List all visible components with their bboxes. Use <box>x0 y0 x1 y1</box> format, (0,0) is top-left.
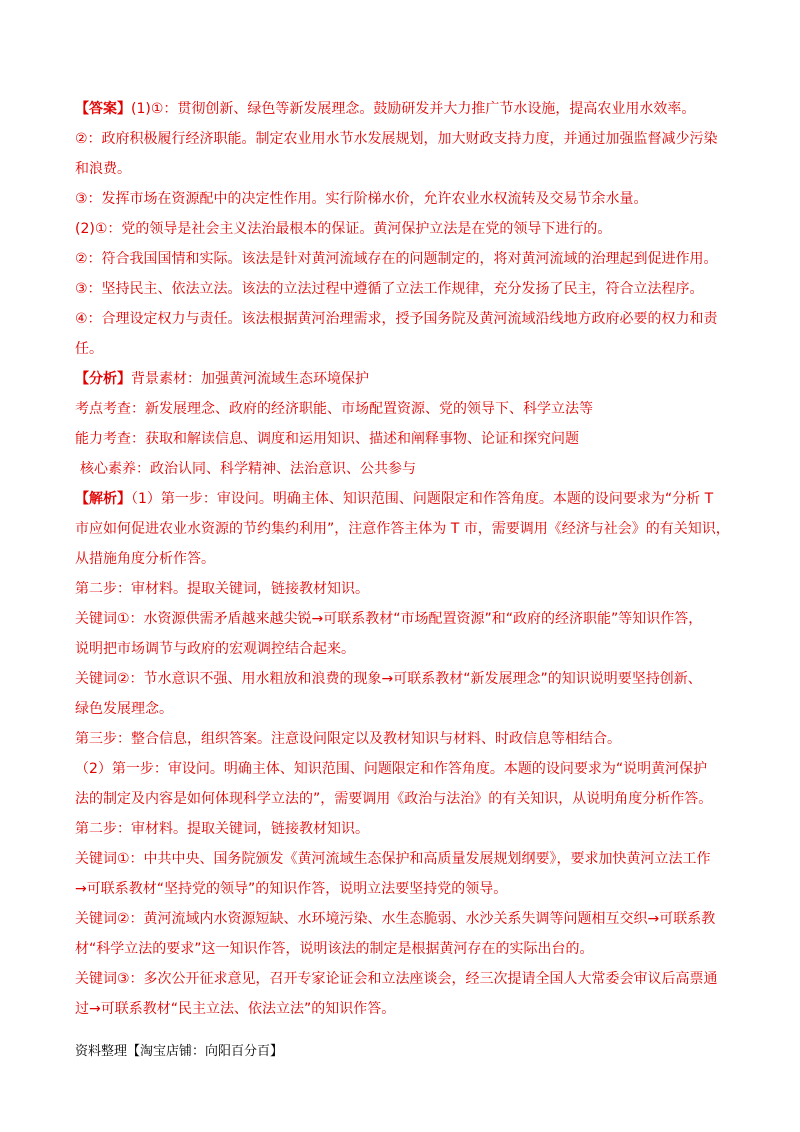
analysis-tag: 【分析】 <box>75 371 131 387</box>
analysis-line-1: 【分析】背景素材：加强黄河流域生态环境保护 <box>75 371 369 387</box>
page-footer: 资料整理【淘宝店铺：向阳百分百】 <box>75 1044 284 1059</box>
explain-line-10: （2）第一步：审设问。明确主体、知识范围、问题限定和作答角度。本题的设问要求为“说明黄河保护 <box>75 761 708 777</box>
explain-line-2: 市应如何促进农业水资源的节约集约利用”，注意作答主体为 T 市，需要调用《经济与社会》的有关知识， <box>75 521 730 537</box>
analysis-line-3: 能力考查：获取和解读信息、调度和运用知识、描述和阐释事物、论证和探究问题 <box>75 431 579 447</box>
analysis-line-4: 核心素养：政治认同、科学精神、法治意识、公共参与 <box>80 461 416 477</box>
explain-line-14: →可联系教材“坚持党的领导”的知识作答，说明立法要坚持党的领导。 <box>75 881 508 897</box>
explain-line-8: 绿色发展理念。 <box>75 701 173 717</box>
answer-line-5: (2)①：党的领导是社会主义法治最根本的保证。黄河保护立法是在党的领导下进行的。 <box>75 221 612 237</box>
analysis-line-2: 考点考查：新发展理念、政府的经济职能、市场配置资源、党的领导下、科学立法等 <box>75 401 593 417</box>
explain-line-5: 关键词①：水资源供需矛盾越来越尖锐→可联系教材“市场配置资源”和“政府的经济职能”等知识作答， <box>75 611 703 627</box>
explain-line-4: 第二步：审材料。提取关键词，链接教材知识。 <box>75 581 369 597</box>
explain-line-7: 关键词②：节水意识不强、用水粗放和浪费的现象→可联系教材“新发展理念”的知识说明要坚持创新、 <box>75 671 702 687</box>
answer-line-7: ③：坚持民主、依法立法。该法的立法过程中遵循了立法工作规律，充分发扬了民主，符合立法程序。 <box>75 281 704 297</box>
answer-line-8: ④：合理设定权力与责任。该法根据黄河治理需求，授予国务院及黄河流域沿线地方政府必要的权力和责 <box>75 311 718 327</box>
explain-line-18: 过→可联系教材“民主立法、依法立法”的知识作答。 <box>75 1001 396 1017</box>
explain-line-13: 关键词①：中共中央、国务院颁发《黄河流域生态保护和高质量发展规划纲要》，要求加快黄河立法工作 <box>75 851 711 867</box>
explain-line-16: 材“科学立法的要求”这一知识作答，说明该法的制定是根据黄河存在的实际出台的。 <box>75 941 594 957</box>
answer-tag: 【答案】 <box>75 101 131 117</box>
explain-line-12: 第二步：审材料。提取关键词，链接教材知识。 <box>75 821 369 837</box>
answer-line-1: 【答案】(1)①：贯彻创新、绿色等新发展理念。鼓励研发并大力推广节水设施，提高农业用水效率。 <box>75 101 696 117</box>
answer-line-9: 任。 <box>75 341 103 357</box>
explain-line-15: 关键词②：黄河流域内水资源短缺、水环境污染、水生态脆弱、水沙关系失调等问题相互交织→可联系教 <box>75 911 716 927</box>
explain-line-1: 【解析】（1）第一步：审设问。明确主体、知识范围、问题限定和作答角度。本题的设问要求为“分析 T <box>75 491 714 507</box>
explain-tag: 【解析】 <box>75 491 131 507</box>
document-body <box>75 94 743 1024</box>
explain-line-6: 说明把市场调节与政府的宏观调控结合起来。 <box>75 641 355 657</box>
answer-line-3: 和浪费。 <box>75 161 131 177</box>
explain-line-11: 法的制定及内容是如何体现科学立法的”，需要调用《政治与法治》的有关知识，从说明角度分析作答。 <box>75 791 713 807</box>
explain-line-17: 关键词③：多次公开征求意见，召开专家论证会和立法座谈会，经三次提请全国人大常委会审议后高票通 <box>75 971 718 987</box>
answer-line-6: ②：符合我国国情和实际。该法是针对黄河流域存在的问题制定的，将对黄河流域的治理起到促进作用。 <box>75 251 718 267</box>
answer-line-2: ②：政府积极履行经济职能。制定农业用水节水发展规划，加大财政支持力度，并通过加强监督减少污染 <box>75 131 718 147</box>
explain-line-9: 第三步：整合信息，组织答案。注意设问限定以及教材知识与材料、时政信息等相结合。 <box>75 731 621 747</box>
answer-line-4: ③：发挥市场在资源配中的决定性作用。实行阶梯水价，允许农业水权流转及交易节余水量。 <box>75 191 648 207</box>
explain-line-3: 从措施角度分析作答。 <box>75 551 215 567</box>
